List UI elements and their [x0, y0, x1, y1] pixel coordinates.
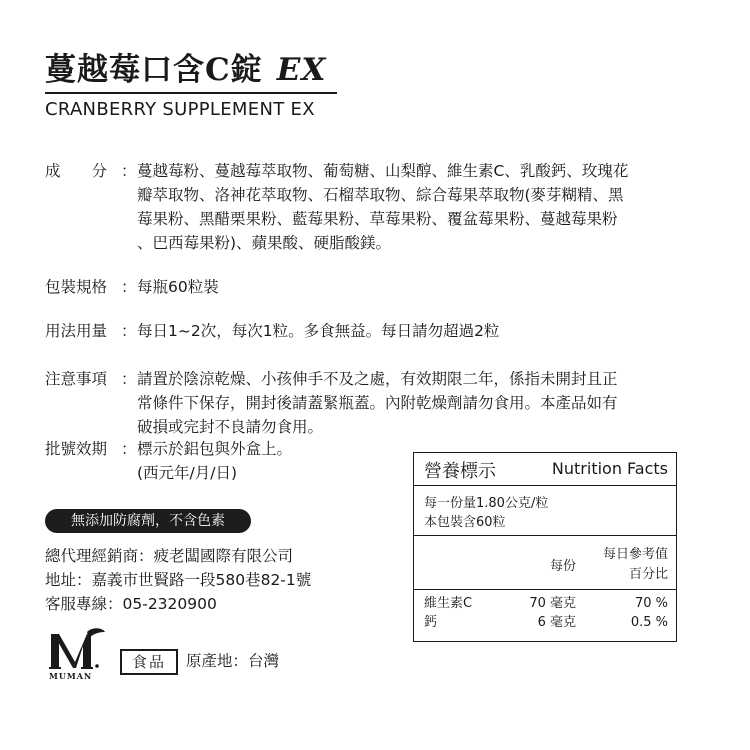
agent-info: 總代理經銷商：疲老闆國際有限公司 [45, 547, 294, 565]
notice-label: 注意事項 [45, 370, 108, 388]
food-label-box: 食品 [120, 649, 178, 675]
colon: ： [121, 162, 137, 180]
nutrition-title-en: Nutrition Facts [551, 459, 668, 478]
batch-line-2: (西元年/月/日) [137, 464, 238, 482]
address-info: 地址：嘉義市世賢路一段580巷82-1號 [45, 571, 312, 589]
nutrition-divider [414, 535, 676, 536]
notice-line-1: 請置於陰涼乾燥、小孩伸手不及之處，有效期限二年，係指未開封且正 [137, 370, 618, 388]
colon: ： [121, 322, 137, 340]
origin-text: 原產地：台灣 [186, 652, 280, 670]
nutrition-header [414, 453, 676, 485]
package-value: 每瓶60粒裝 [137, 278, 219, 296]
nutrient-name: 維生素C [424, 596, 473, 611]
serving-size: 每一份量1.80公克/粒 [424, 496, 549, 511]
nutrient-amount: 70 毫克 [529, 596, 576, 611]
servings-per-package: 本包裝含60粒 [424, 515, 506, 530]
ingredients-line-1: 蔓越莓粉、蔓越莓萃取物、葡萄糖、山梨醇、維生素C、乳酸鈣、玫瑰花 [137, 162, 629, 180]
nutrient-dv: 0.5 % [630, 615, 668, 630]
nutrition-divider [414, 589, 676, 590]
product-title-ex: EX [276, 52, 327, 88]
nutrient-dv: 70 % [634, 596, 668, 611]
usage-value: 每日1~2次，每次1粒。多食無益。每日請勿超過2粒 [137, 322, 500, 340]
nutrition-divider [414, 485, 676, 486]
ingredients-line-2: 瓣萃取物、洛神花萃取物、石榴萃取物、綜合莓果萃取物(麥芽糊精、黑 [137, 186, 624, 204]
colon: ： [121, 370, 137, 388]
hotline-info: 客服專線：05-2320900 [45, 595, 217, 613]
ingredients-line-4: 、巴西莓果粉)、蘋果酸、硬脂酸鎂。 [137, 234, 392, 252]
nutrition-title-zh: 營養標示 [424, 461, 496, 482]
daily-value-header-2: 百分比 [628, 567, 668, 582]
colon: ： [121, 278, 137, 296]
batch-label: 批號效期 [45, 440, 108, 458]
title-divider [45, 92, 337, 94]
product-title-zh: 蔓越莓口含C錠 [45, 52, 263, 88]
nutrient-amount: 6 毫克 [537, 615, 576, 630]
nutrition-facts-table [413, 452, 677, 642]
brand-name: MUMAN [49, 671, 93, 681]
notice-line-3: 破損或完封不良請勿食用。 [137, 418, 324, 436]
notice-line-2: 常條件下保存，開封後請蓋緊瓶蓋。內附乾燥劑請勿食用。本產品如有 [137, 394, 618, 412]
usage-label: 用法用量 [45, 322, 108, 340]
product-subtitle: CRANBERRY SUPPLEMENT EX [45, 99, 315, 120]
product-title [45, 44, 326, 89]
nutrient-name: 鈣 [424, 615, 438, 630]
no-preservatives-badge: 無添加防腐劑，不含色素 [45, 509, 251, 533]
batch-line-1: 標示於鋁包與外盒上。 [137, 440, 293, 458]
daily-value-header-1: 每日參考值 [602, 547, 668, 562]
colon: ： [121, 440, 137, 458]
ingredients-label: 成 分 [45, 162, 108, 180]
package-label: 包裝規格 [45, 278, 108, 296]
ingredients-line-3: 莓果粉、黑醋栗果粉、藍莓果粉、草莓果粉、覆盆莓果粉、蔓越莓果粉 [137, 210, 618, 228]
per-serving-header: 每份 [550, 559, 577, 574]
